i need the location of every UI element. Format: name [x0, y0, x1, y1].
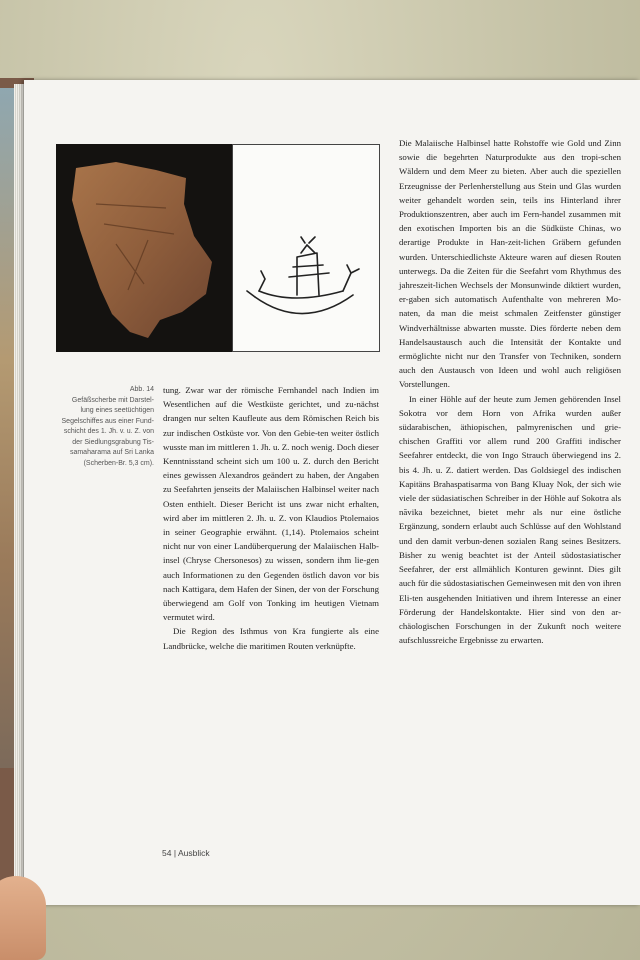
ship-icon: [233, 145, 379, 351]
right-text-column: [399, 136, 621, 647]
section-title: Ausblick: [177, 848, 210, 858]
pottery-sherd-photo: [56, 144, 232, 352]
paragraph: Die Malaiische Halbinsel hatte Rohstoffe wie Gold und Zinn sowie die begehrten Naturprodukte aus den tropi-schen Wäldern und dem Meer zu bieten. Aber auch die speziellen Erzeugnisse der Perlenherstellung aus Stein und Glas wurden weiter gehandelt worden sein, teils ins Hinterland ihrer Produktionszentren, aber auch im Fern-handel zusammen mit den exotischen Importen bis an die Südküste Chinas, wo derartige Produkte in Han-zeit-lichen Gräbern gefunden wurden. Unterschiedlichste Akteure waren auf diesen Routen unterwegs. Da die Zeiten für die Seefahrt vom Rhythmus des jahreszeit-lichen Wechsels der Monsunwinde diktiert wurden, er-gaben sich automatisch Aufenthalte von mehreren Mo-naten, da man die meist schmalen Zeitfenster günstiger Windverhältnisse abwarten musste. Dies förderte neben dem Handelsaustausch auch die Intensität der Kontakte und ermöglichte nicht nur den Transfer von Techniken, sondern auch den Austausch von Ideen und wohl auch religiösen Vorstellungen.: [399, 138, 621, 390]
caption-line: schicht des 1. Jh. v. u. Z. von: [63, 428, 154, 435]
caption-line: der Siedlungsgrabung Tis-: [72, 438, 154, 446]
caption-line: Abb. 14: [129, 386, 154, 393]
book-page: [24, 80, 640, 905]
thumb: [0, 876, 46, 960]
page-footer: [162, 848, 210, 858]
caption-line: Gefäßscherbe mit Darstel-: [71, 396, 154, 404]
paragraph: Die Region des Isthmus von Kra fungierte als eine Landbrücke, welche die maritimen Routen verknüpfte.: [163, 626, 379, 651]
caption-line: (Scherben-Br. 5,3 cm).: [83, 459, 154, 467]
paragraph: tung. Zwar war der römische Fernhandel nach Indien im Wesentlichen auf die Westküste gerichtet, und zu-nächst drangen nur selten Kaufleute aus dem Römischen Reich bis zur indischen Ostküste vor. Von den Gebie-ten weiter östlich wusste man im mittleren 1. Jh. u. Z. noch wenig. Doch dieser Kenntnisstand scheint sich um 100 u. Z. durch den Bericht eines gewissen Alexandros geändert zu haben, der Angaben zu Seefahrten jenseits der Malaiischen Halbinsel weiter nach Osten enthielt. Dieser Bericht ist uns zwar nicht erhalten, wird aber im mittleren 2. Jh. u. Z. von Klaudios Ptolemaios in seiner Geographie erwähnt. (1,14). Ptolemaios scheint nicht nur von einer Landüberquerung der Malaiischen Halb-insel (Chryse Chersonesos) zu wissen, sondern ihm lie-gen auch Informationen zu den Gegenden östlich davon vor bis nach Kattigara, dem Hafen der Sinen, der von der Forschung überwiegend am Golf von Tonking im heutigen Vietnam vermutet wird.: [163, 385, 379, 623]
figure-caption: [36, 385, 154, 469]
page-number: 54: [162, 848, 172, 858]
page-edges: [14, 84, 24, 894]
caption-line: lung eines seetüchtigen: [80, 407, 154, 414]
ship-drawing: [232, 144, 380, 352]
caption-line: Segelschiffes aus einer Fund-: [61, 417, 154, 425]
pottery-sherd-icon: [56, 144, 232, 352]
footer-separator: |: [173, 848, 177, 858]
cover-artwork: [0, 88, 14, 768]
middle-text-column: [163, 383, 379, 653]
caption-line: samaharama auf Sri Lanka: [69, 449, 154, 456]
paragraph: In einer Höhle auf der heute zum Jemen gehörenden Insel Sokotra vor dem Horn von Afrika wurden außer südarabischen, äthiopischen, palmyrenischen und grie-chischen Graffiti vor allem rund 200 Graffiti indischer Seefahrer entdeckt, die von Ingo Strauch überwiegend ins 2. bis 4. Jh. u. Z. datiert werden. Das Goldsiegel des indischen Kapitäns Brahaspatisarma von Bang Kluay Nok, der sich wie viele der südasiatischen Schreiber in der Höhle auf Sokotra als nāvika bezeichnet, bietet mehr als nur eine östliche Ergänzung, sondern erlaubt auch Schlüsse auf den Wohlstand und den damit verbun-denen sozialen Rang seines Besitzers. Bisher zu wenig beachtet ist der Anteil südostasiatischer Seefahrer, der erst allmählich Konturen gewinnt. Dies gilt auch für die südostasiatischen Gemeinwesen mit den von ihren Eli-ten ausgehenden Initiativen und ihrem Interesse an einer Förderung der Handelskontakte. Hier sind von den ar-chäologischen Forschungen in der Zukunft noch weitere aufschlussreiche Ergebnisse zu erwarten.: [399, 393, 621, 646]
